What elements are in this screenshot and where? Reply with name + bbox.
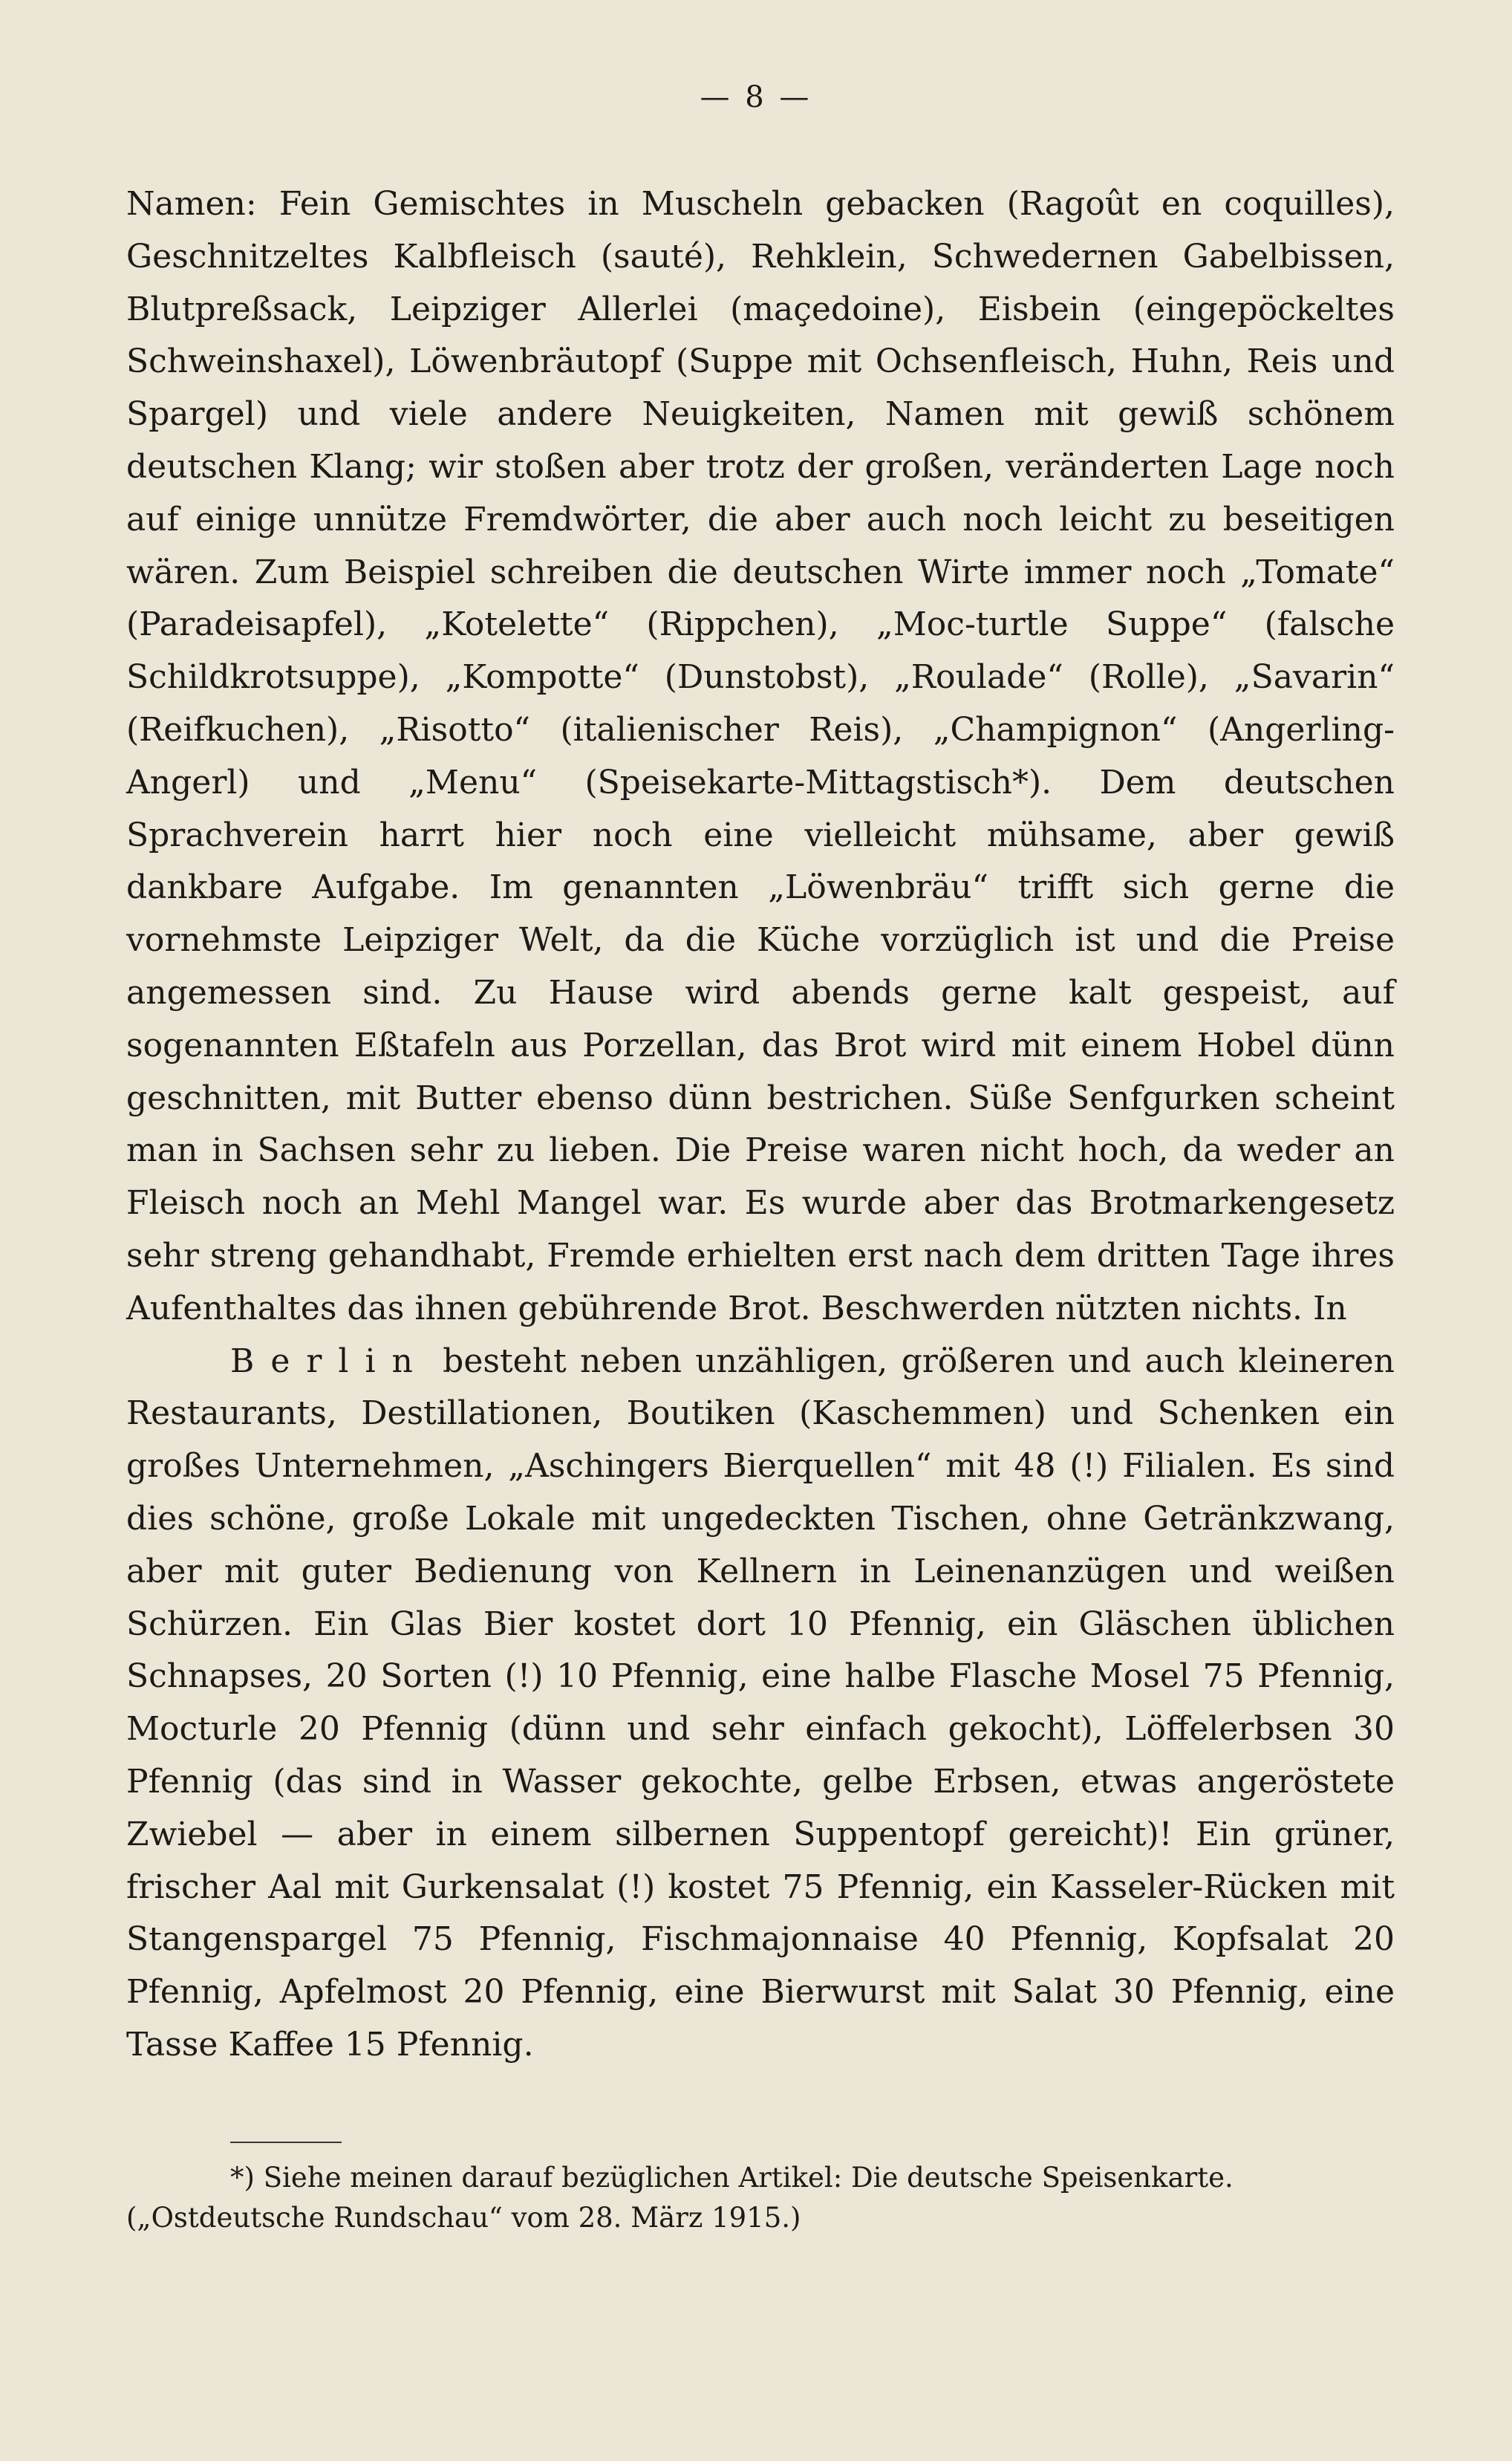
footnote-line-1: *) Siehe meinen darauf bezüglichen Artikel: Die deutsche Speisenkarte.	[230, 2162, 1234, 2194]
page-number: — 8 —	[700, 80, 812, 114]
paragraph-leipzig: Namen: Fein Gemischtes in Muscheln gebacken (Ragoût en coquilles), Geschnitzeltes Kalbfleisch (sauté), Rehklein, Schwedernen Gabelbissen, Blutpreßsack, Leipziger Allerlei (maçedoine), Eisbein (eingepöckeltes Schweinshaxel), Löwenbräutopf (Suppe mit Ochsenfleisch, Huhn, Reis und Spargel) und viele andere Neuigkeiten, Namen mit gewiß schönem deutschen Klang; wir stoßen aber trotz der großen, veränderten Lage noch auf einige unnütze Fremdwörter, die aber auch noch leicht zu beseitigen wären. Zum Beispiel schreiben die deutschen Wirte immer noch „Tomate“ (Paradeisapfel), „Kotelette“ (Rippchen), „Moc-turtle Suppe“ (falsche Schildkrotsuppe), „Kompotte“ (Dunstobst), „Roulade“ (Rolle), „Savarin“ (Reifkuchen), „Risotto“ (italienischer Reis), „Champignon“ (Angerling-Angerl) und „Menu“ (Speisekarte-Mittagstisch*). Dem deutschen Sprachverein harrt hier noch eine vielleicht mühsame, aber gewiß dankbare Aufgabe. Im genannten „Löwenbräu“ trifft sich gerne die vornehmste Leipziger Welt, da die Küche vorzüglich ist und die Preise angemessen sind. Zu Hause wird abends gerne kalt gespeist, auf sogenannten Eßtafeln aus Porzellan, das Brot wird mit einem Hobel dünn geschnitten, mit Butter ebenso dünn bestrichen. Süße Senfgurken scheint man in Sachsen sehr zu lieben. Die Preise waren nicht hoch, da weder an Fleisch noch an Mehl Mangel war. Es wurde aber das Brotmarkengesetz sehr streng gehandhabt, Fremde erhielten erst nach dem dritten Tage ihres Aufenthaltes das ihnen gebührende Brot. Beschwerden nützten nichts. In	[126, 185, 1395, 1327]
paragraph-berlin-text: besteht neben unzähligen, größeren und auch kleineren Restaurants, Destillationen, Boutiken (Kaschemmen) und Schenken ein großes Unternehmen, „Aschingers Bierquellen“ mit 48 (!) Filialen. Es sind dies schöne, große Lokale mit ungedeckten Tischen, ohne Getränkzwang, aber mit guter Bedienung von Kellnern in Leinenanzügen und weißen Schürzen. Ein Glas Bier kostet dort 10 Pfennig, ein Gläschen üblichen Schnapses, 20 Sorten (!) 10 Pfennig, eine halbe Flasche Mosel 75 Pfennig, Mocturle 20 Pfennig (dünn und sehr einfach gekocht), Löffelerbsen 30 Pfennig (das sind in Wasser gekochte, gelbe Erbsen, etwas angeröstete Zwiebel — aber in einem silbernen Suppentopf gereicht)! Ein grüner, frischer Aal mit Gurkensalat (!) kostet 75 Pfennig, ein Kasseler-Rücken mit Stangenspargel 75 Pfennig, Fischmajonnaise 40 Pfennig, Kopfsalat 20 Pfennig, Apfelmost 20 Pfennig, eine Bierwurst mit Salat 30 Pfennig, eine Tasse Kaffee 15 Pfennig.	[126, 1342, 1395, 2064]
city-name-berlin: Berlin	[230, 1342, 429, 1380]
paragraph-berlin	[126, 1336, 1395, 2072]
body-text	[126, 178, 1395, 2072]
footnote-line-2: („Ostdeutsche Rundschau“ vom 28. März 1915.)	[126, 2202, 801, 2234]
footnote-separator	[230, 2142, 342, 2143]
